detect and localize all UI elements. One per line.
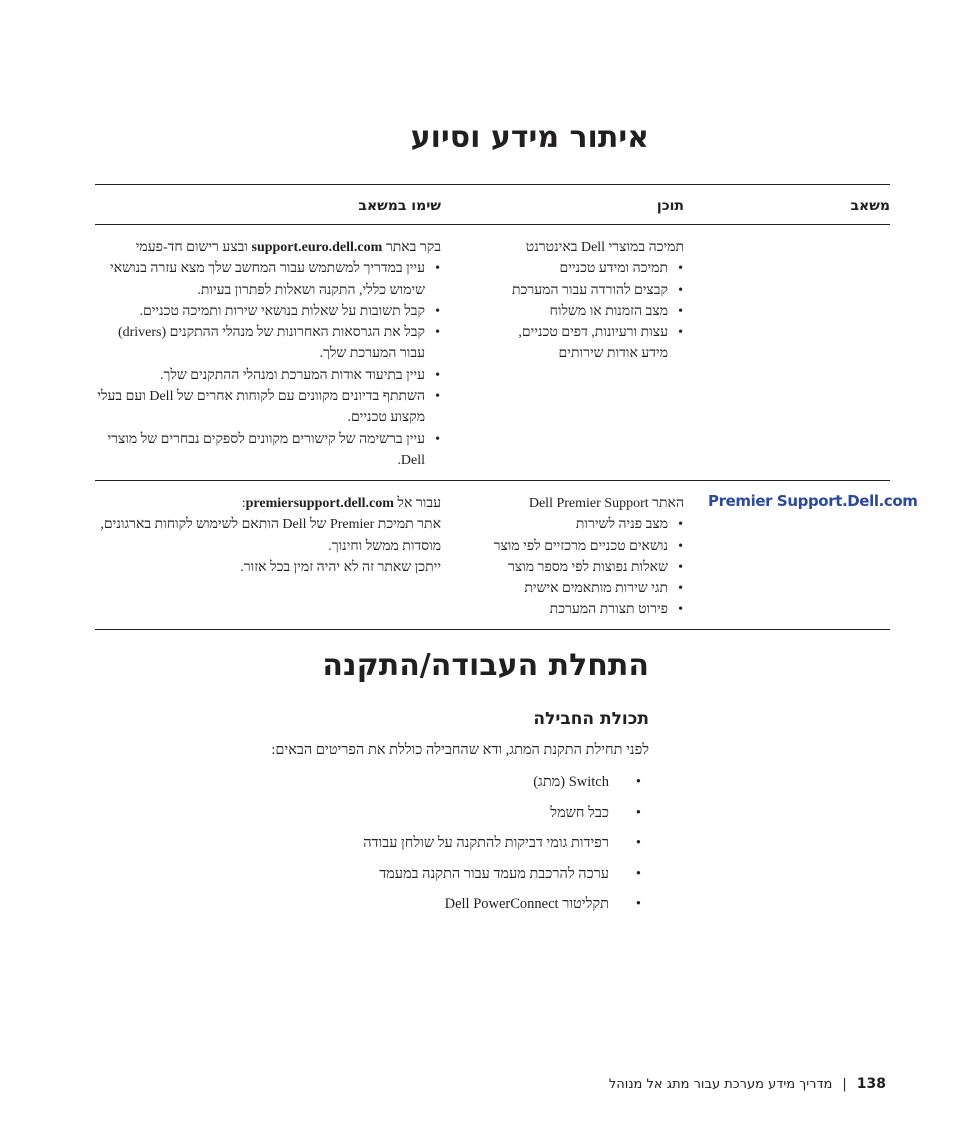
row2-content-lead: האתר Dell Premier Support bbox=[528, 496, 684, 511]
header-content: תוכן bbox=[656, 198, 684, 214]
row2-content-cell bbox=[459, 493, 684, 621]
list-item: • שאלות נפוצות לפי מספר מוצר bbox=[459, 557, 684, 578]
row1-usage-lead bbox=[95, 237, 441, 258]
list-item: • רפידות גומי דביקות להתקנה על שולחן עבודה bbox=[229, 832, 649, 863]
row1-usage-list bbox=[95, 258, 441, 471]
page-number: 138 bbox=[856, 1076, 886, 1092]
premier-support-link[interactable]: premiersupport.dell.com bbox=[245, 496, 394, 511]
list-item: • מצב פניה לשירות bbox=[459, 514, 684, 535]
header-usage: שימו במשאב bbox=[358, 198, 441, 214]
list-item: • עיין בתיעוד אודות המערכת ומנהלי ההתקנים שלך. bbox=[95, 365, 441, 386]
row1-content-list bbox=[459, 258, 684, 364]
package-contents-heading: תכולת החבילה bbox=[533, 709, 649, 729]
list-item: • כבל חשמל bbox=[229, 802, 649, 833]
footer-separator: | bbox=[842, 1077, 847, 1092]
row1-content-lead: תמיכה במוצרי Dell באינטרנט bbox=[525, 240, 684, 255]
list-item: • תגי שירות מותאמים אישית bbox=[459, 578, 684, 599]
list-item: • קבל את הגרסאות האחרונות של מנהלי ההתקנים (drivers) עבור המערכת שלך. bbox=[95, 322, 441, 365]
list-item: • עיין ברשימה של קישורים מקוונים לספקים נבחרים של מוצרי Dell. bbox=[95, 429, 441, 472]
list-item: • עיין במדריך למשתמש עבור המחשב שלך מצא עזרה בנושאי שימוש כללי, התקנה ושאלות לפתרון בעיות. bbox=[95, 258, 441, 301]
row1-usage-prefix: בקר באתר bbox=[385, 240, 441, 255]
list-item: • מצב הזמנות או משלוח bbox=[459, 301, 684, 322]
list-item: • תמיכה ומידע טכניים bbox=[459, 258, 684, 279]
list-item: • קבצים להורדה עבור המערכת bbox=[459, 280, 684, 301]
table-top-rule bbox=[95, 184, 890, 185]
header-rule bbox=[95, 224, 890, 225]
list-item: • תקליטור Dell PowerConnect bbox=[229, 893, 649, 924]
list-item: • נושאים טכניים מרכזיים לפי מוצר bbox=[459, 536, 684, 557]
package-intro: לפני תחילת התקנת המתג, ודא שהחבילה כוללת את הפריטים הבאים: bbox=[271, 742, 649, 758]
list-item: • השתתף בדיונים מקוונים עם לקוחות אחרים של Dell ועם בעלי מקצוע טכניים. bbox=[95, 386, 441, 429]
header-resource: משאב bbox=[850, 198, 890, 214]
row2-content-list bbox=[459, 514, 684, 620]
table-bottom-rule bbox=[95, 629, 890, 630]
section-title-finding-info: איתור מידע וסיוע bbox=[410, 120, 649, 155]
row2-usage-prefix: עבור אל bbox=[397, 496, 441, 511]
list-item: • קבל תשובות על שאלות בנושאי שירות ותמיכה טכניים. bbox=[95, 301, 441, 322]
row2-usage-cell bbox=[95, 493, 441, 578]
list-item: • עצות ורעיונות, דפים טכניים, מידע אודות שירותים bbox=[498, 322, 684, 365]
footer-title: מדריך מידע מערכת עבור מתג אל מנוהל bbox=[608, 1077, 833, 1092]
support-link[interactable]: support.euro.dell.com bbox=[251, 240, 383, 255]
row1-usage-cell bbox=[95, 237, 441, 471]
package-contents-list bbox=[229, 771, 649, 924]
row1-content-cell bbox=[459, 237, 684, 365]
premier-support-logo: Premier Support.Dell.com bbox=[708, 492, 918, 510]
row2-usage-line2: אתר תמיכת Premier של Dell הותאם לשימוש לקוחות בארגונים, מוסדות ממשל וחינוך. bbox=[100, 517, 441, 554]
row1-usage-suffix: ובצע רישום חד-פעמי bbox=[135, 240, 248, 255]
page-footer bbox=[609, 1076, 886, 1092]
list-item: • ערכה להרכבת מעמד עבור התקנה במעמד bbox=[229, 863, 649, 894]
row2-usage-line3: ייתכן שאתר זה לא יהיה זמין בכל אזור. bbox=[240, 559, 441, 575]
list-item: • Switch (מתג) bbox=[229, 771, 649, 802]
section-title-getting-started: התחלת העבודה/התקנה bbox=[322, 648, 649, 683]
list-item: • פירוט תצורת המערכת bbox=[459, 599, 684, 620]
row2-usage-lead: עבור אל premiersupport.dell.com: bbox=[241, 496, 441, 511]
row-divider bbox=[95, 480, 890, 481]
